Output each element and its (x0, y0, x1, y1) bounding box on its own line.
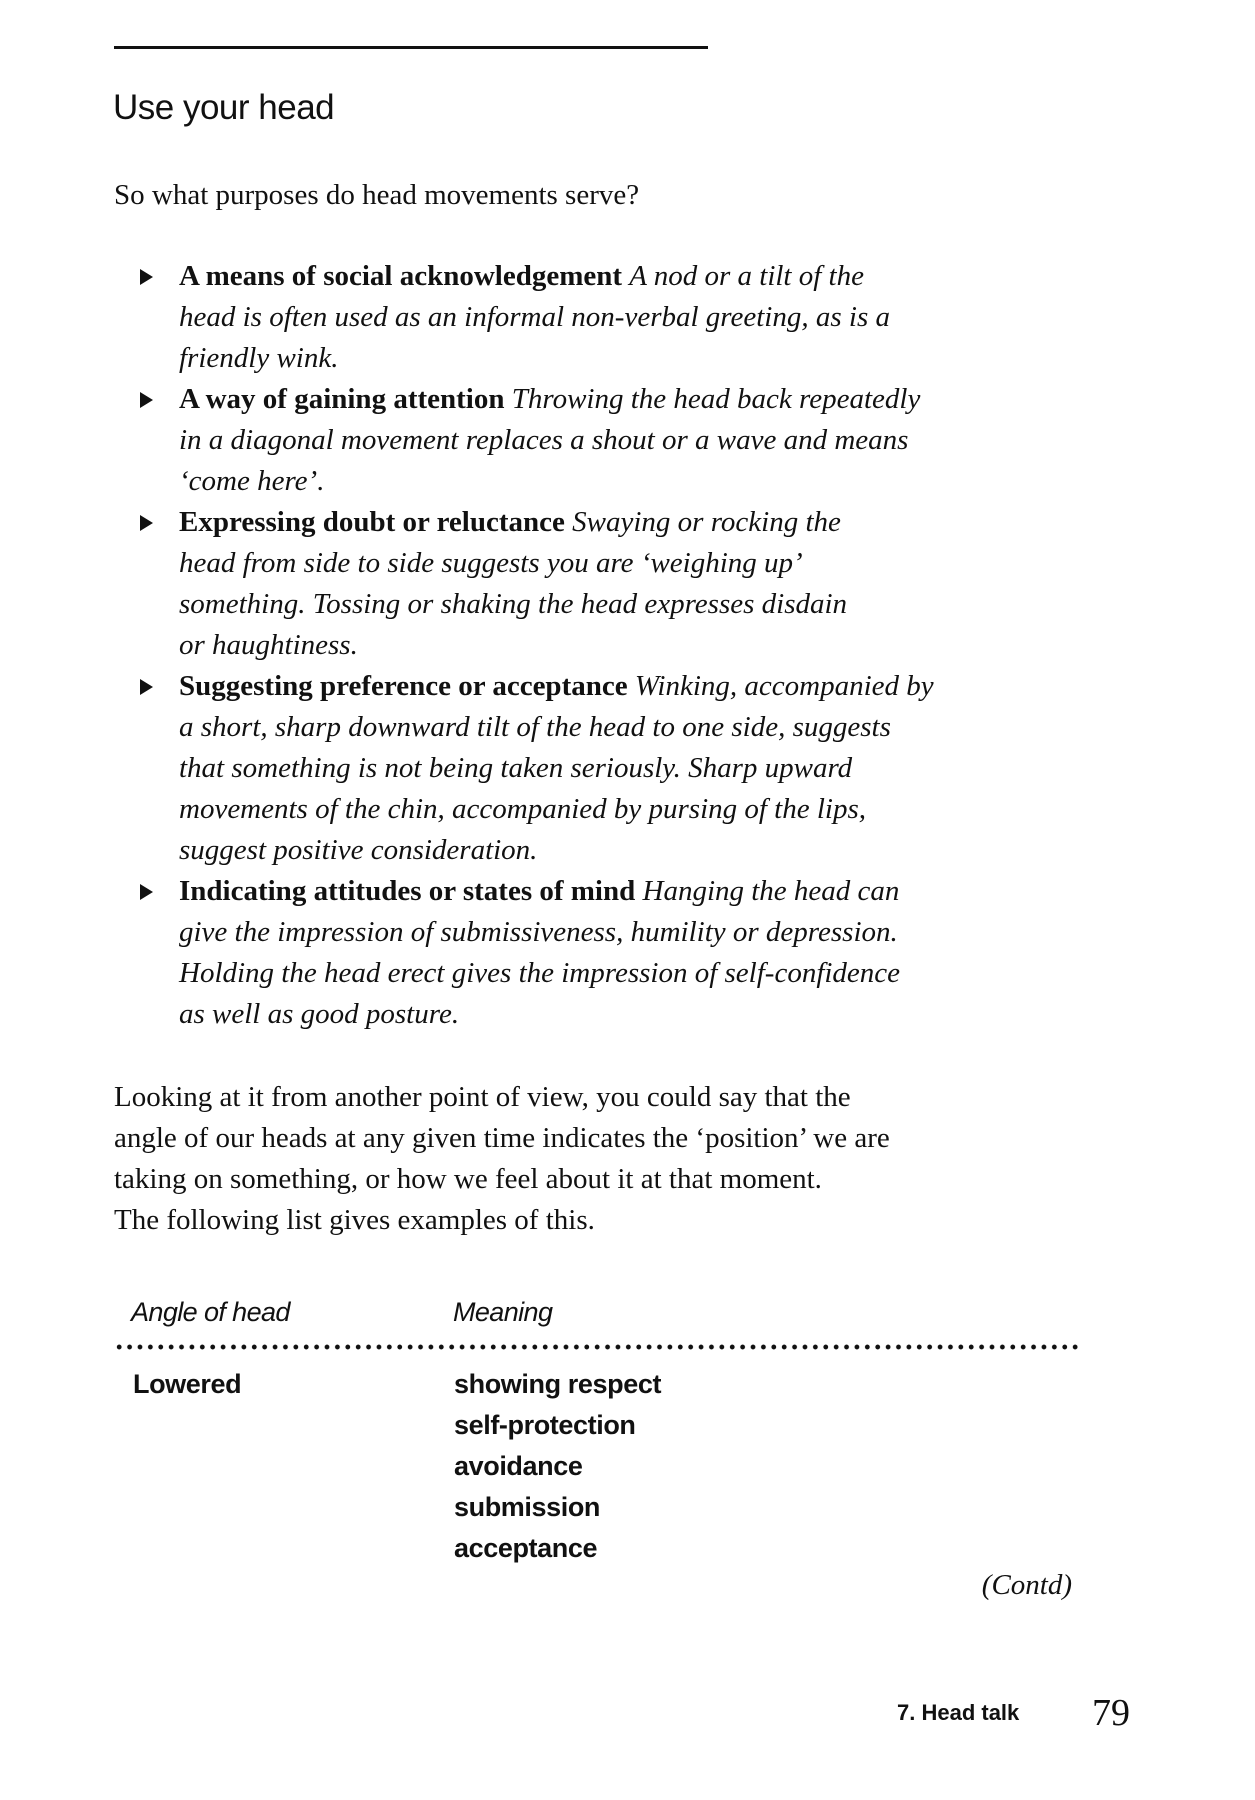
table-header-angle: Angle of head (131, 1297, 290, 1327)
bullet-text: or haughtiness. (179, 629, 358, 661)
continued-note: (Contd) (981, 1569, 1072, 1601)
meaning-item: submission (454, 1492, 601, 1522)
bullet-text: suggest positive consideration. (179, 834, 538, 866)
bullet-text: head from side to side suggests you are ‘weighing up’ (179, 547, 803, 579)
page-number: 79 (1092, 1692, 1130, 1734)
top-rule (114, 46, 708, 49)
bullet-text: a short, sharp downward tilt of the head to one side, suggests (179, 711, 891, 743)
bullet-term: A way of gaining attention (179, 383, 505, 415)
meaning-item: showing respect (454, 1369, 662, 1399)
bullet-first-line (179, 256, 934, 297)
bullet-arrow-icon (140, 392, 153, 408)
bullet-item (140, 502, 934, 666)
bullet-term: Expressing doubt or reluctance (179, 506, 565, 538)
paragraph-line: The following list gives examples of this. (114, 1204, 595, 1236)
bullet-term: A means of social acknowledgement (179, 260, 623, 292)
bullet-text: friendly wink. (179, 342, 339, 374)
bullet-text: Holding the head erect gives the impression of self-confidence (179, 957, 901, 989)
bullet-item (140, 256, 934, 379)
bullet-term: Indicating attitudes or states of mind (179, 875, 636, 907)
bullet-text: ‘come here’. (179, 465, 325, 497)
bullet-text: A nod or a tilt of the (629, 260, 864, 292)
bullet-text: give the impression of submissiveness, humility or depression. (179, 916, 898, 948)
meaning-item: self-protection (454, 1410, 636, 1440)
meaning-item: acceptance (454, 1533, 598, 1563)
running-footer-chapter: 7. Head talk (897, 1700, 1020, 1725)
bullet-list (140, 256, 934, 1035)
section-heading: Use your head (113, 88, 335, 127)
table-cell-meanings (454, 1364, 661, 1569)
bullet-arrow-icon (140, 884, 153, 900)
bullet-text: as well as good posture. (179, 998, 460, 1030)
table-cell-angle: Lowered (133, 1369, 242, 1399)
bullet-text: Hanging the head can (642, 875, 900, 907)
paragraph-line: taking on something, or how we feel about it at that moment. (114, 1163, 822, 1195)
bullet-arrow-icon (140, 679, 153, 695)
bullet-arrow-icon (140, 269, 153, 285)
bullet-text: in a diagonal movement replaces a shout or a wave and means (179, 424, 909, 456)
bullet-first-line (179, 502, 934, 543)
meaning-item: avoidance (454, 1451, 583, 1481)
bullet-item (140, 666, 934, 871)
bullet-text: head is often used as an informal non-verbal greeting, as is a (179, 301, 890, 333)
bullet-text: something. Tossing or shaking the head expresses disdain (179, 588, 848, 620)
bullet-text: Swaying or rocking the (572, 506, 841, 538)
bullet-first-line (179, 379, 934, 420)
paragraph-line: Looking at it from another point of view, you could say that the (114, 1081, 851, 1113)
intro-text: So what purposes do head movements serve? (114, 179, 640, 211)
bullet-item (140, 379, 934, 502)
dotted-divider (114, 1343, 1078, 1351)
bullet-first-line (179, 666, 934, 707)
bullet-term: Suggesting preference or acceptance (179, 670, 628, 702)
bullet-text: that something is not being taken seriously. Sharp upward (179, 752, 853, 784)
bullet-arrow-icon (140, 515, 153, 531)
bullet-text: Throwing the head back repeatedly (511, 383, 921, 415)
bullet-item (140, 871, 934, 1035)
bullet-text: movements of the chin, accompanied by pursing of the lips, (179, 793, 867, 825)
table-header-meaning: Meaning (453, 1297, 553, 1327)
paragraph-line: angle of our heads at any given time indicates the ‘position’ we are (114, 1122, 890, 1154)
body-paragraph (114, 1077, 890, 1241)
bullet-first-line (179, 871, 934, 912)
bullet-text: Winking, accompanied by (634, 670, 934, 702)
